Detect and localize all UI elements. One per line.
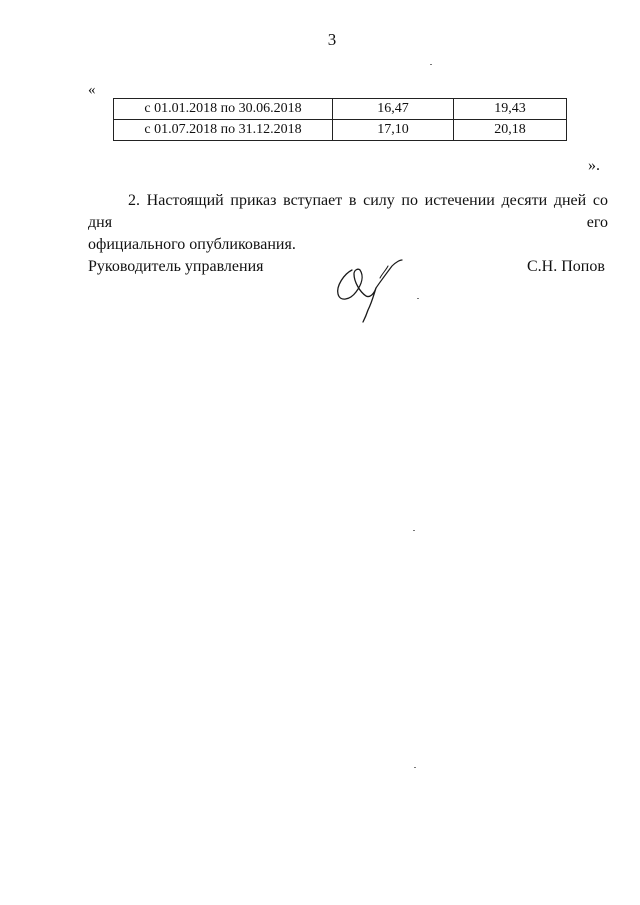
signer-name: С.Н. Попов: [527, 258, 605, 275]
body-paragraph: [88, 190, 608, 256]
value-cell: 16,47: [333, 99, 454, 120]
value-cell: 19,43: [454, 99, 567, 120]
scan-speck: [414, 767, 416, 768]
value-cell: 17,10: [333, 120, 454, 141]
period-cell: с 01.01.2018 по 30.06.2018: [114, 99, 333, 120]
closing-quote: ».: [588, 157, 600, 174]
scan-speck: [430, 64, 432, 65]
paragraph-line: официального опубликования.: [88, 236, 296, 253]
handwritten-signature: [330, 256, 410, 326]
paragraph-line: 2. Настоящий приказ вступает в силу по истечении десяти дней со дня его: [88, 192, 608, 231]
table-row: [114, 99, 567, 120]
scan-speck: [413, 530, 415, 531]
signer-title: Руководитель управления: [88, 258, 264, 275]
period-cell: с 01.07.2018 по 31.12.2018: [114, 120, 333, 141]
page-number: 3: [327, 30, 337, 49]
rates-table: [113, 98, 567, 141]
value-cell: 20,18: [454, 120, 567, 141]
table-row: [114, 120, 567, 141]
scan-speck: [417, 298, 419, 299]
opening-quote: «: [88, 82, 96, 98]
